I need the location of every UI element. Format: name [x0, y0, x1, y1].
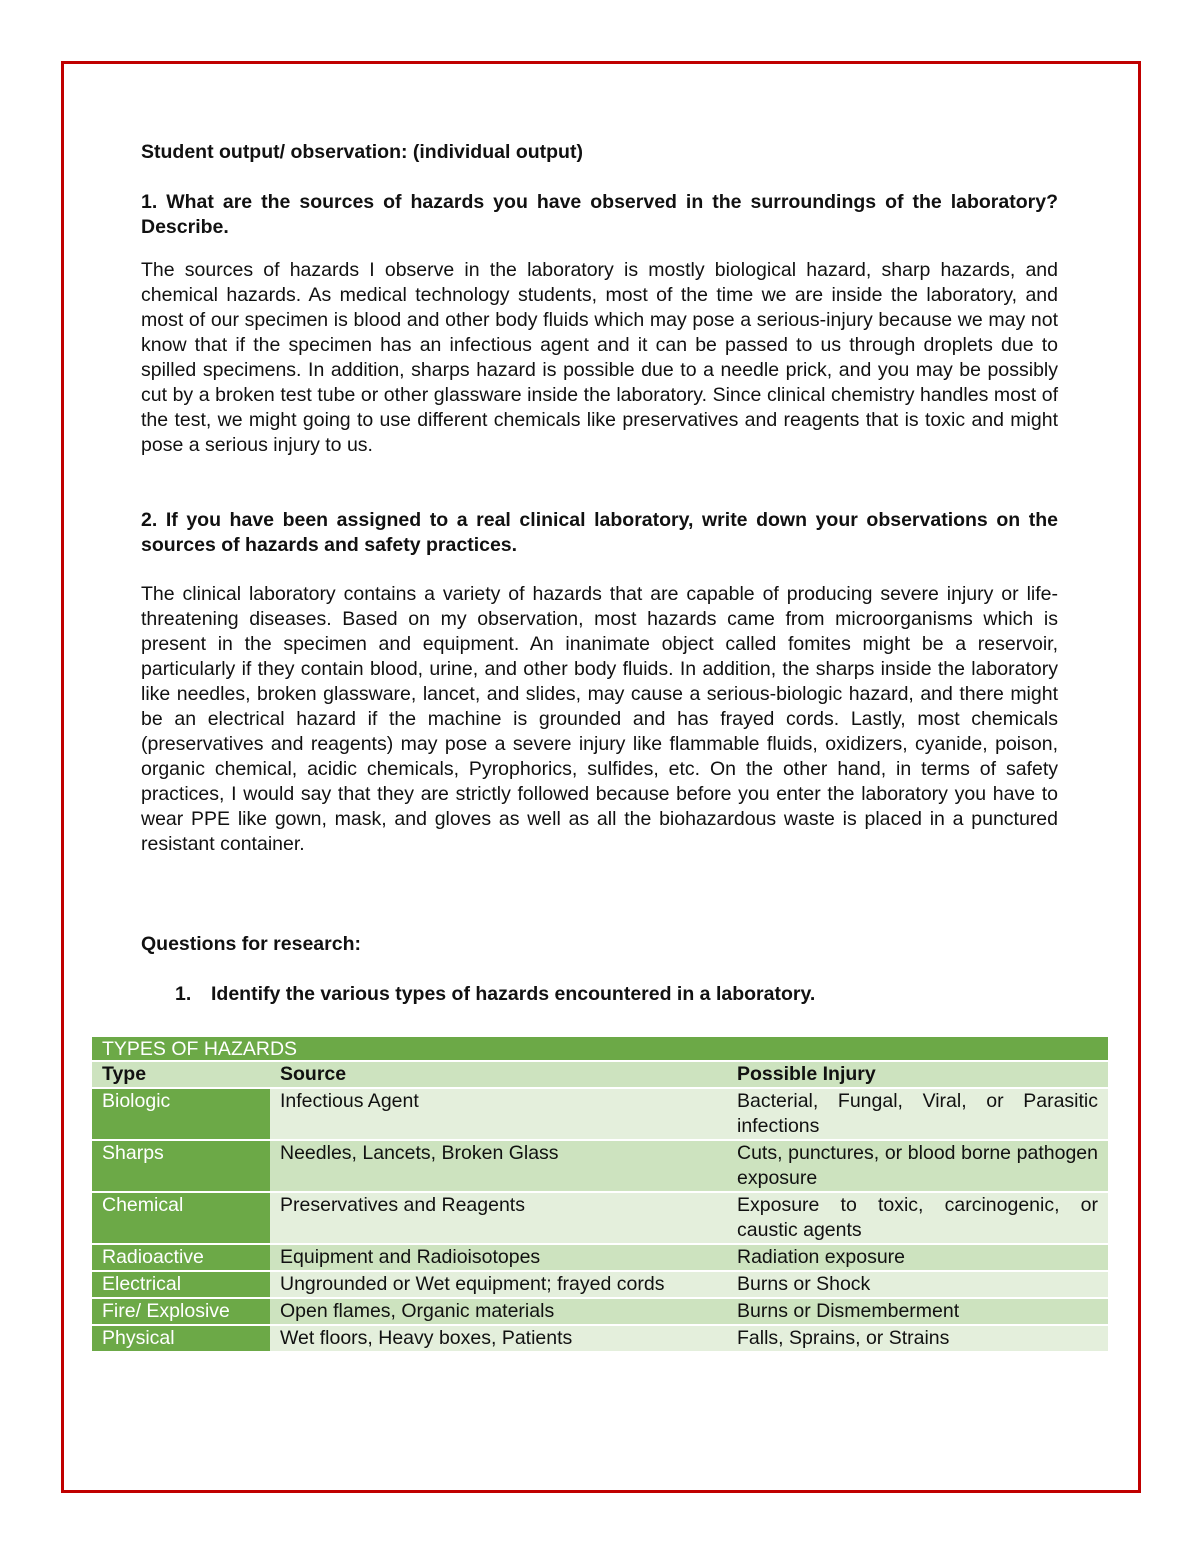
- table-row: [92, 1245, 1108, 1272]
- cell-injury: Bacterial, Fungal, Viral, or Parasitic infections: [727, 1089, 1108, 1141]
- research-heading: Questions for research:: [141, 933, 361, 955]
- question-2: 2. If you have been assigned to a real clinical laboratory, write down your observations on the sources of hazards and safety practices.: [141, 509, 1058, 556]
- page-heading: Student output/ observation: (individual output): [141, 141, 583, 163]
- cell-source: Equipment and Radioisotopes: [270, 1245, 727, 1272]
- table-row: [92, 1089, 1108, 1141]
- table-header-row: [92, 1062, 1108, 1089]
- cell-injury: Burns or Dismemberment: [727, 1299, 1108, 1326]
- header-type: Type: [92, 1062, 270, 1089]
- research-item-1: [141, 982, 1058, 1007]
- table-title: TYPES OF HAZARDS: [92, 1037, 1108, 1062]
- cell-injury: Radiation exposure: [727, 1245, 1108, 1272]
- table-row: [92, 1299, 1108, 1326]
- cell-type: Physical: [92, 1326, 270, 1353]
- answer-2: The clinical laboratory contains a variety of hazards that are capable of producing severe injury or life-threatening diseases. Based on my observation, most hazards came from microorganisms which is present in the specimen and equipment. An inanimate object called fomites might be a reservoir, particularly if they contain blood, urine, and other body fluids. In addition, the sharps inside the laboratory like needles, broken glassware, lancet, and slides, may cause a serious-biologic hazard, and there might be an electrical hazard if the machine is grounded and has frayed cords. Lastly, most chemicals (preservatives and reagents) may pose a severe injury like flammable fluids, oxidizers, cyanide, poison, organic chemical, acidic chemicals, Pyrophorics, sulfides, etc. On the other hand, in terms of safety practices, I would say that they are strictly followed because before you enter the laboratory you have to wear PPE like gown, mask, and gloves as well as all the biohazardous waste is placed in a punctured resistant container.: [141, 583, 1058, 855]
- header-injury: Possible Injury: [727, 1062, 1108, 1089]
- table-row: [92, 1141, 1108, 1193]
- question-1: 1. What are the sources of hazards you have observed in the surroundings of the laboratory? Describe.: [141, 191, 1058, 238]
- header-source: Source: [270, 1062, 727, 1089]
- cell-injury: Falls, Sprains, or Strains: [727, 1326, 1108, 1353]
- cell-injury: Burns or Shock: [727, 1272, 1108, 1299]
- answer-1: The sources of hazards I observe in the laboratory is mostly biological hazard, sharp hazards, and chemical hazards. As medical technology students, most of the time we are inside the laboratory, and most of our specimen is blood and other body fluids which may pose a serious-injury because we may not know that if the specimen has an infectious agent and it can be passed to us through droplets due to spilled specimens. In addition, sharps hazard is possible due to a needle prick, and you may be possibly cut by a broken test tube or other glassware inside the laboratory. Since clinical chemistry handles most of the test, we might going to use different chemicals like preservatives and reagents that is toxic and might pose a serious injury to us.: [141, 259, 1058, 456]
- document-body: [141, 140, 1058, 1007]
- research-item-text: Identify the various types of hazards encountered in a laboratory.: [211, 983, 816, 1005]
- table-row: [92, 1193, 1108, 1245]
- table-row: [92, 1326, 1108, 1353]
- cell-type: Chemical: [92, 1193, 270, 1245]
- cell-injury: Cuts, punctures, or blood borne pathogen exposure: [727, 1141, 1108, 1193]
- cell-type: Biologic: [92, 1089, 270, 1141]
- cell-type: Fire/ Explosive: [92, 1299, 270, 1326]
- cell-injury: Exposure to toxic, carcinogenic, or caustic agents: [727, 1193, 1108, 1245]
- cell-source: Open flames, Organic materials: [270, 1299, 727, 1326]
- table-title-row: [92, 1037, 1108, 1062]
- cell-source: Ungrounded or Wet equipment; frayed cords: [270, 1272, 727, 1299]
- research-item-number: 1.: [175, 983, 192, 1005]
- cell-source: Infectious Agent: [270, 1089, 727, 1141]
- table-row: [92, 1272, 1108, 1299]
- cell-type: Sharps: [92, 1141, 270, 1193]
- cell-source: Needles, Lancets, Broken Glass: [270, 1141, 727, 1193]
- hazards-table: [92, 1037, 1108, 1353]
- cell-type: Electrical: [92, 1272, 270, 1299]
- cell-source: Preservatives and Reagents: [270, 1193, 727, 1245]
- cell-source: Wet floors, Heavy boxes, Patients: [270, 1326, 727, 1353]
- cell-type: Radioactive: [92, 1245, 270, 1272]
